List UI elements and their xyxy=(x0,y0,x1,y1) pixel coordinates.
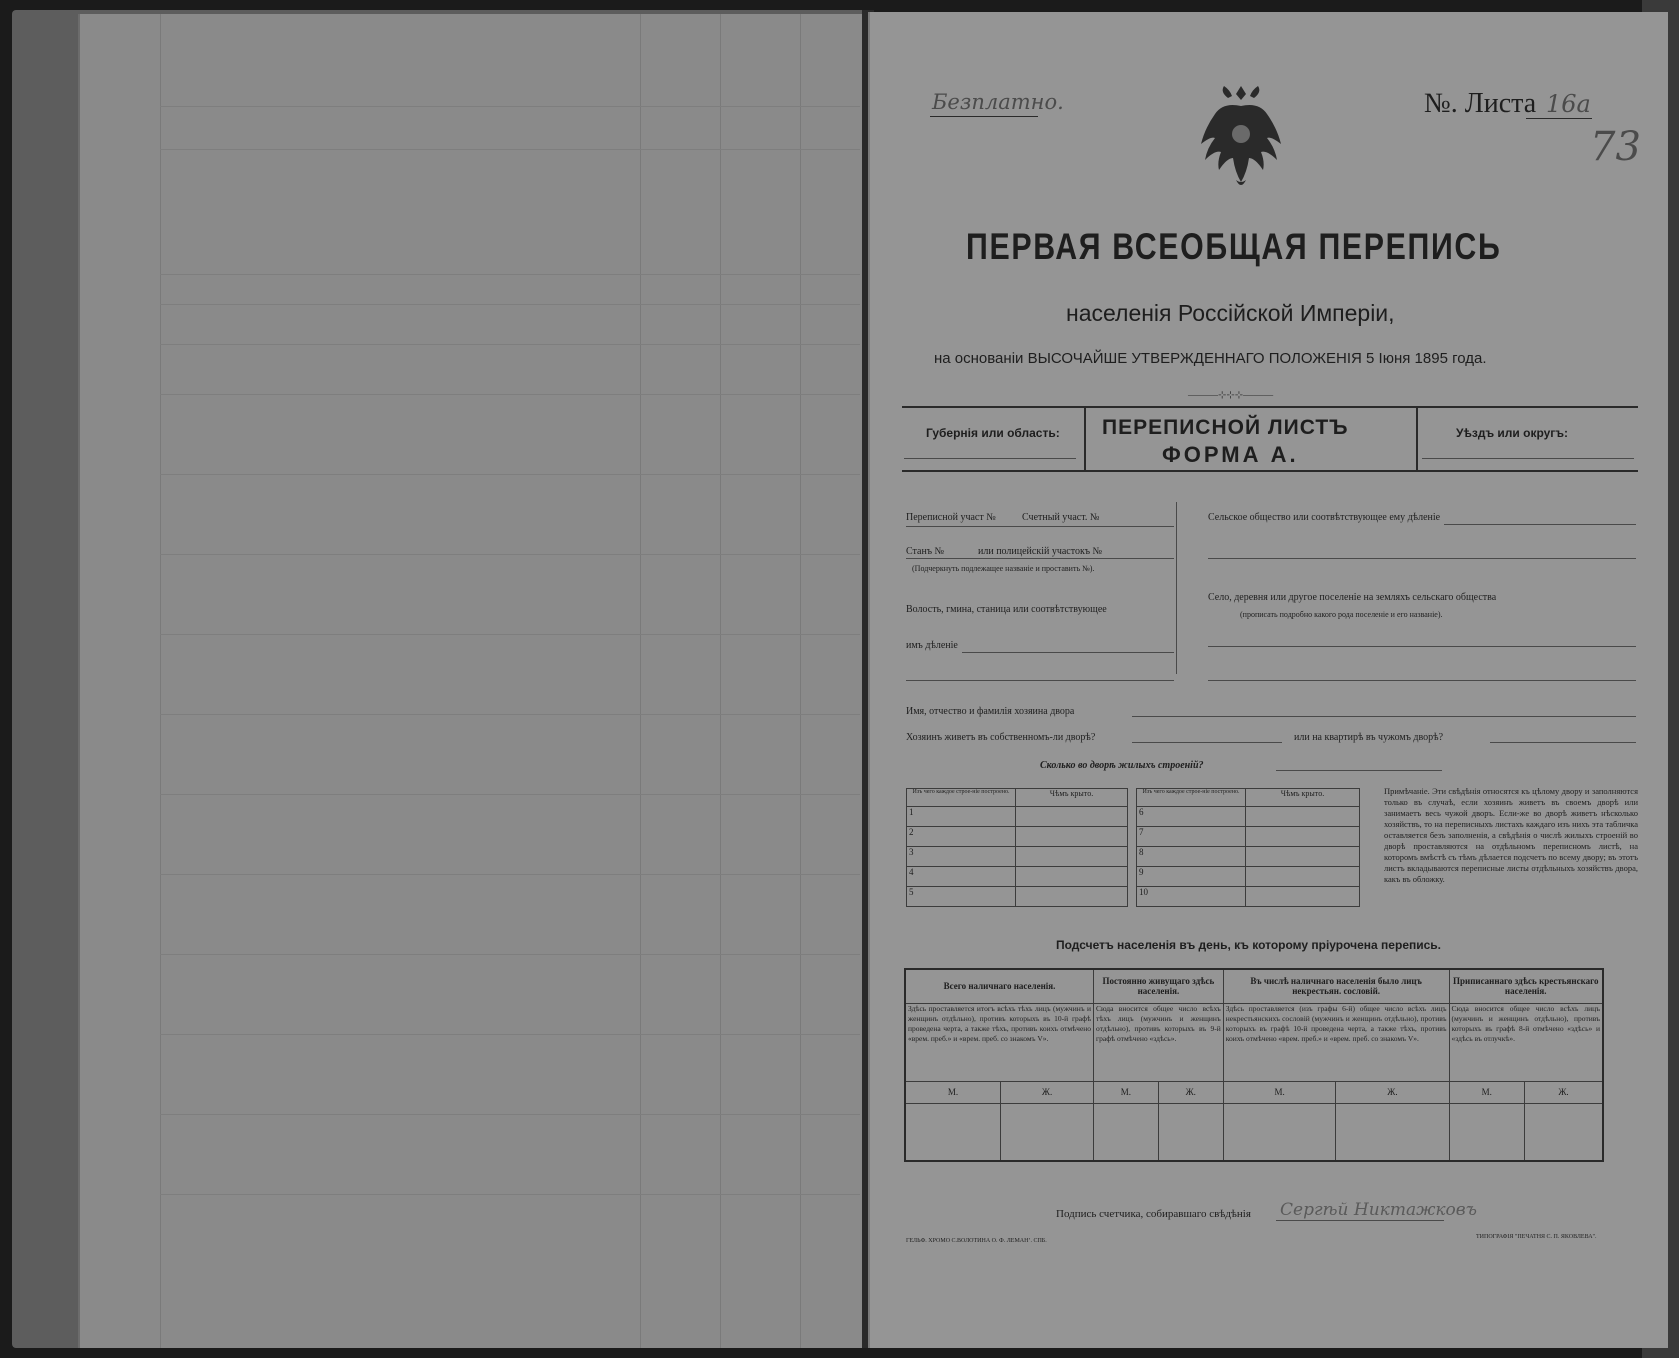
volost-label: Волость, гмина, станица или соотвѣтствующее xyxy=(906,604,1107,615)
district-label: Уѣздъ или округъ: xyxy=(1456,426,1569,440)
summary-cell xyxy=(1223,1103,1336,1161)
note-text: Примѣчаніе. Эти свѣдѣнія относятся къ цѣлому двору и заполняются только въ случаѣ, если хозяинъ живетъ въ своемъ дворѣ или занимаетъ весь чужой дворъ. Если-же во дворѣ живетъ нѣсколько хозяйствъ, то на переписныхъ листахъ каждаго изъ нихъ эта табличка оставляется безъ заполненія, а свѣдѣнія о числѣ жилыхъ строеній во дворѣ проставляются на отдѣльномъ переписномъ листѣ, на которомъ вмѣстѣ съ тѣмъ дѣлается подсчетъ по всему двору; въ этотъ листъ вкладываются переписные листы отдѣльныхъ хозяйствъ двора, какъ въ обложку. xyxy=(1384,786,1638,884)
summary-col-title: Постоянно живущаго здѣсь населенія. xyxy=(1094,969,1224,1003)
buildings-row-number: 1 xyxy=(907,807,1016,827)
left-page xyxy=(78,14,870,1348)
volost-label-cont: имъ дѣленіе xyxy=(906,640,958,651)
owner-name-field: Имя, отчество и фамилія хозяина двора xyxy=(906,706,1075,717)
summary-cell xyxy=(1336,1103,1449,1161)
buildings-row-number: 2 xyxy=(907,827,1016,847)
summary-col-desc: Здѣсь проставляется (изъ графы 6-й) общее число всѣхъ лицъ некрестьянскихъ сословій (мужчинъ и женщинъ отдѣльно), противъ которыхъ въ графѣ 10-й проведена черта, а также тѣхъ, противъ коихъ отмѣчено «врем. преб.» и «врем. преб. со знакомъ V». xyxy=(1223,1003,1449,1081)
printer-right: ТИПОГРАФІЯ "ПЕЧАТНЯ С. П. ЯКОВЛЕВА". xyxy=(1476,1234,1597,1240)
female-header: Ж. xyxy=(1001,1081,1094,1103)
free-label: Безплатно. xyxy=(932,90,1064,114)
buildings-table-right xyxy=(1136,788,1360,907)
buildings-col-material: Изъ чего каждое строе-ніе построено. xyxy=(1137,789,1246,807)
male-header: М. xyxy=(1223,1081,1336,1103)
village-field: Село, деревня или другое поселеніе на земляхъ сельскаго общества xyxy=(1208,592,1497,603)
buildings-col-roof: Чѣмъ крыто. xyxy=(1016,789,1128,807)
male-header: М. xyxy=(905,1081,1001,1103)
buildings-row-number: 5 xyxy=(907,887,1016,907)
summary-cell xyxy=(1525,1103,1603,1161)
apartment-field: или на квартирѣ въ чужомъ дворѣ? xyxy=(1294,732,1444,743)
sheet-number-label: №. Листа xyxy=(1424,88,1537,119)
summary-col-desc: Здѣсь проставляется итогъ всѣхъ тѣхъ лицъ (мужчинъ и женщинъ отдѣльно), противъ которыхъ въ 10-й графѣ проведена черта, а также тѣхъ, противъ коихъ отмѣчено «врем. преб.» и «врем. преб. со знакомъ V». xyxy=(905,1003,1094,1081)
village-note: (прописать подробно какого рода поселеніе и его названіе). xyxy=(1240,610,1443,619)
male-header: М. xyxy=(1094,1081,1159,1103)
buildings-row-number: 3 xyxy=(907,847,1016,867)
stan-field: Станъ № xyxy=(906,546,945,557)
buildings-count-field: Сколько во дворѣ жилыхъ строеній? xyxy=(1040,760,1204,771)
buildings-row-number: 4 xyxy=(907,867,1016,887)
sheet-form-title: ПЕРЕПИСНОЙ ЛИСТЪ xyxy=(1102,416,1349,439)
underline-note: (Подчеркнуть подлежащее названіе и проставить №). xyxy=(912,564,1095,573)
count-district-field: Счетный участ. № xyxy=(1022,512,1100,523)
census-title: ПЕРВАЯ ВСЕОБЩАЯ ПЕРЕПИСЬ xyxy=(966,226,1502,267)
buildings-row-number: 7 xyxy=(1137,827,1246,847)
census-subtitle: населенія Россійской Имперіи, xyxy=(1066,300,1395,326)
buildings-row-number: 10 xyxy=(1137,887,1246,907)
rural-society-field: Сельское общество или соотвѣтствующее ему дѣленіе xyxy=(1208,512,1441,523)
female-header: Ж. xyxy=(1158,1081,1223,1103)
summary-col-desc: Сюда вносится общее число всѣхъ лицъ (мужчинъ и женщинъ отдѣльно), противъ которыхъ въ графѣ 8-й отмѣчено «здѣсь» и «здѣсь въ отлучкѣ». xyxy=(1449,1003,1603,1081)
summary-col-title: Всего наличнаго населенія. xyxy=(905,969,1094,1003)
sheet-number-value: 16а xyxy=(1546,90,1591,118)
signature-label: Подпись счетчика, собиравшаго свѣдѣнія xyxy=(1056,1208,1251,1220)
summary-col-title: Приписаннаго здѣсь крестьянскаго населенія. xyxy=(1449,969,1603,1003)
summary-col-title: Въ числѣ наличнаго населенія было лицъ некрестьян. сословій. xyxy=(1223,969,1449,1003)
buildings-row-number: 8 xyxy=(1137,847,1246,867)
legal-basis: на основаніи ВЫСОЧАЙШЕ УТВЕРЖДЕННАГО ПОЛОЖЕНІЯ 5 Іюня 1895 года. xyxy=(934,350,1487,367)
printer-left: ГЕЛЬФ. ХРОМО С.ВОЛОТИНА О. Ф. ЛЕМАН’. СПБ. xyxy=(906,1238,1047,1244)
summary-col-desc: Сюда вносится общее число всѣхъ тѣхъ лицъ (мужчинъ и женщинъ отдѣльно), противъ которыхъ въ 9-й графѣ отмѣчено «здѣсь». xyxy=(1094,1003,1224,1081)
ornament-divider: ———⊹⊹⊹——— xyxy=(1188,390,1274,401)
census-form-page xyxy=(868,12,1668,1348)
double-headed-eagle-icon xyxy=(1198,84,1284,194)
summary-heading: Подсчетъ населенія въ день, къ которому пріурочена перепись. xyxy=(1056,938,1441,952)
buildings-row-number: 9 xyxy=(1137,867,1246,887)
buildings-row-number: 6 xyxy=(1137,807,1246,827)
buildings-col-material: Изъ чего каждое строе-ніе построено. xyxy=(907,789,1016,807)
population-summary-table xyxy=(904,968,1604,1162)
police-district-field: или полицейскій участокъ № xyxy=(978,546,1103,557)
form-a-label: ФОРМА А. xyxy=(1162,442,1299,467)
signature: Сергѣй Никтажковъ xyxy=(1280,1200,1478,1220)
summary-cell xyxy=(905,1103,1001,1161)
summary-cell xyxy=(1158,1103,1223,1161)
owner-lives-field: Хозяинъ живетъ въ собственномъ-ли дворѣ? xyxy=(906,732,1096,743)
buildings-table-left xyxy=(906,788,1128,907)
male-header: М. xyxy=(1449,1081,1525,1103)
province-label: Губернія или область: xyxy=(926,426,1060,440)
female-header: Ж. xyxy=(1525,1081,1603,1103)
buildings-col-roof: Чѣмъ крыто. xyxy=(1246,789,1360,807)
summary-cell xyxy=(1001,1103,1094,1161)
female-header: Ж. xyxy=(1336,1081,1449,1103)
summary-cell xyxy=(1449,1103,1525,1161)
corner-number: 73 xyxy=(1590,124,1641,170)
summary-cell xyxy=(1094,1103,1159,1161)
census-district-field: Переписной участ № xyxy=(906,512,996,523)
